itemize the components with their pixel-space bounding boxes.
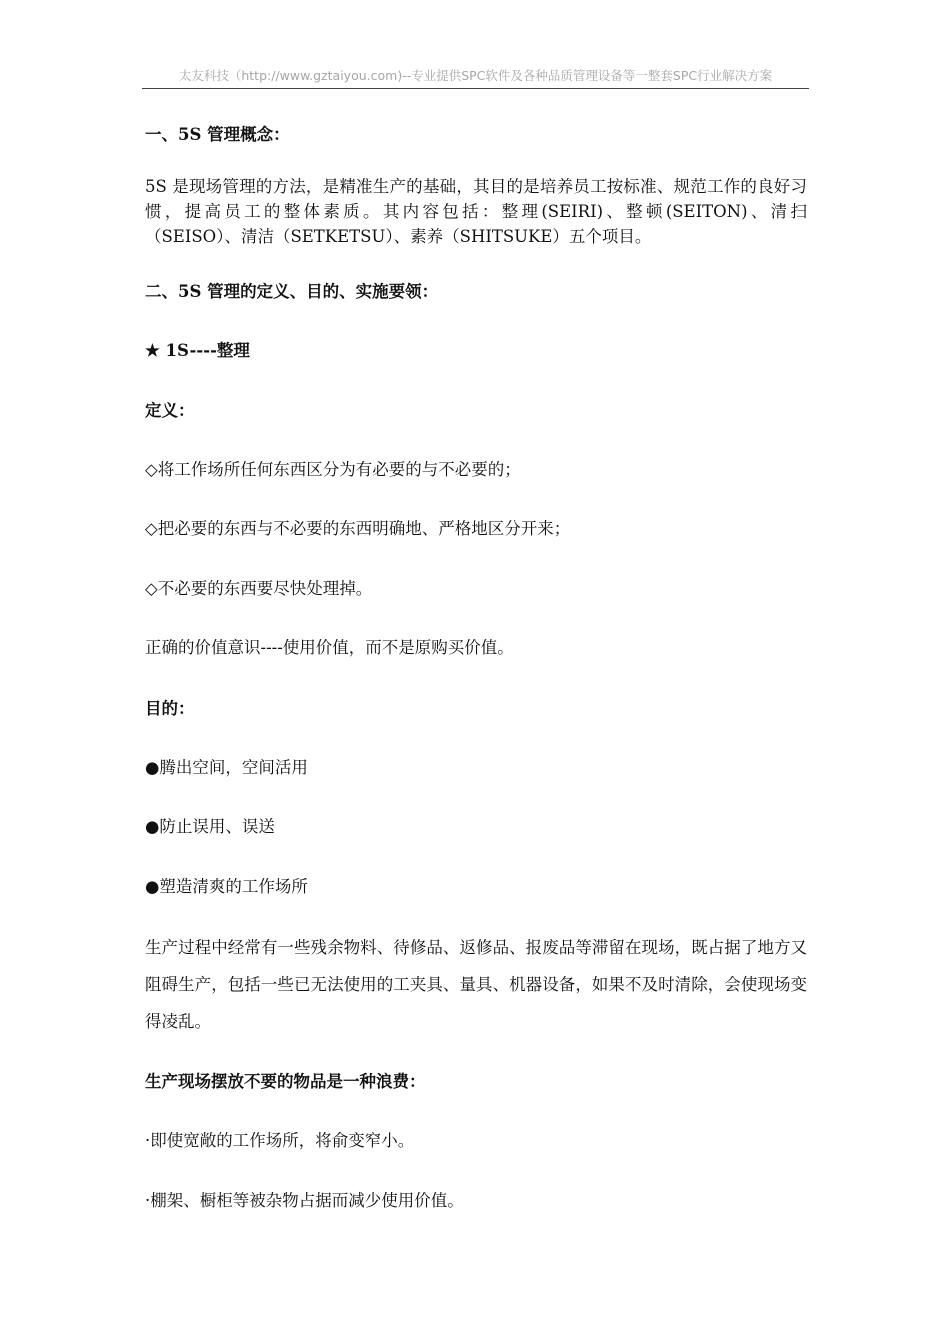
section-1-heading: 一、5S 管理概念：: [145, 125, 290, 144]
section-2-heading: 二、5S 管理的定义、目的、实施要领：: [145, 282, 439, 301]
waste-item: ·即使宽敞的工作场所，将俞变窄小。: [145, 1131, 415, 1150]
page-header: 太友科技（http://www.gztaiyou.com)--专业提供SPC软件及各种品质管理设备等一整套SPC行业解决方案: [178, 68, 773, 83]
section-1-paragraph: 5S 是现场管理的方法，是精准生产的基础，其目的是培养员工按标准、规范工作的良好习惯，提高员工的整体素质。其内容包括：整理(SEIRI)、整顿(SEITON)、清扫（SEISO）、清洁（SETKETSU）、素养（SHITSUKE）五个项目。: [145, 177, 807, 246]
definition-label: 定义：: [145, 401, 195, 420]
waste-heading: 生产现场摆放不要的物品是一种浪费：: [145, 1072, 426, 1091]
purpose-item: ●防止误用、误送: [145, 817, 275, 836]
definition-item: ◇将工作场所任何东西区分为有必要的与不必要的；: [145, 460, 521, 479]
purpose-label: 目的：: [145, 699, 195, 718]
waste-item: ·棚架、橱柜等被杂物占据而减少使用价值。: [145, 1191, 464, 1210]
process-paragraph: 生产过程中经常有一些残余物料、待修品、返修品、报废品等滞留在现场，既占据了地方又阻碍生产，包括一些已无法使用的工夹具、量具、机器设备，如果不及时清除，会使现场变得凌乱。: [145, 938, 807, 1031]
purpose-item: ●腾出空间，空间活用: [145, 758, 308, 777]
definition-item: ◇把必要的东西与不必要的东西明确地、严格地区分开来；: [145, 519, 571, 538]
value-note: 正确的价值意识----使用价值，而不是原购买价值。: [145, 638, 514, 657]
header-divider: [142, 88, 809, 89]
purpose-item: ●塑造清爽的工作场所: [145, 877, 308, 896]
definition-item: ◇不必要的东西要尽快处理掉。: [145, 579, 373, 598]
item-1s-title: ★ 1S----整理: [145, 341, 250, 360]
